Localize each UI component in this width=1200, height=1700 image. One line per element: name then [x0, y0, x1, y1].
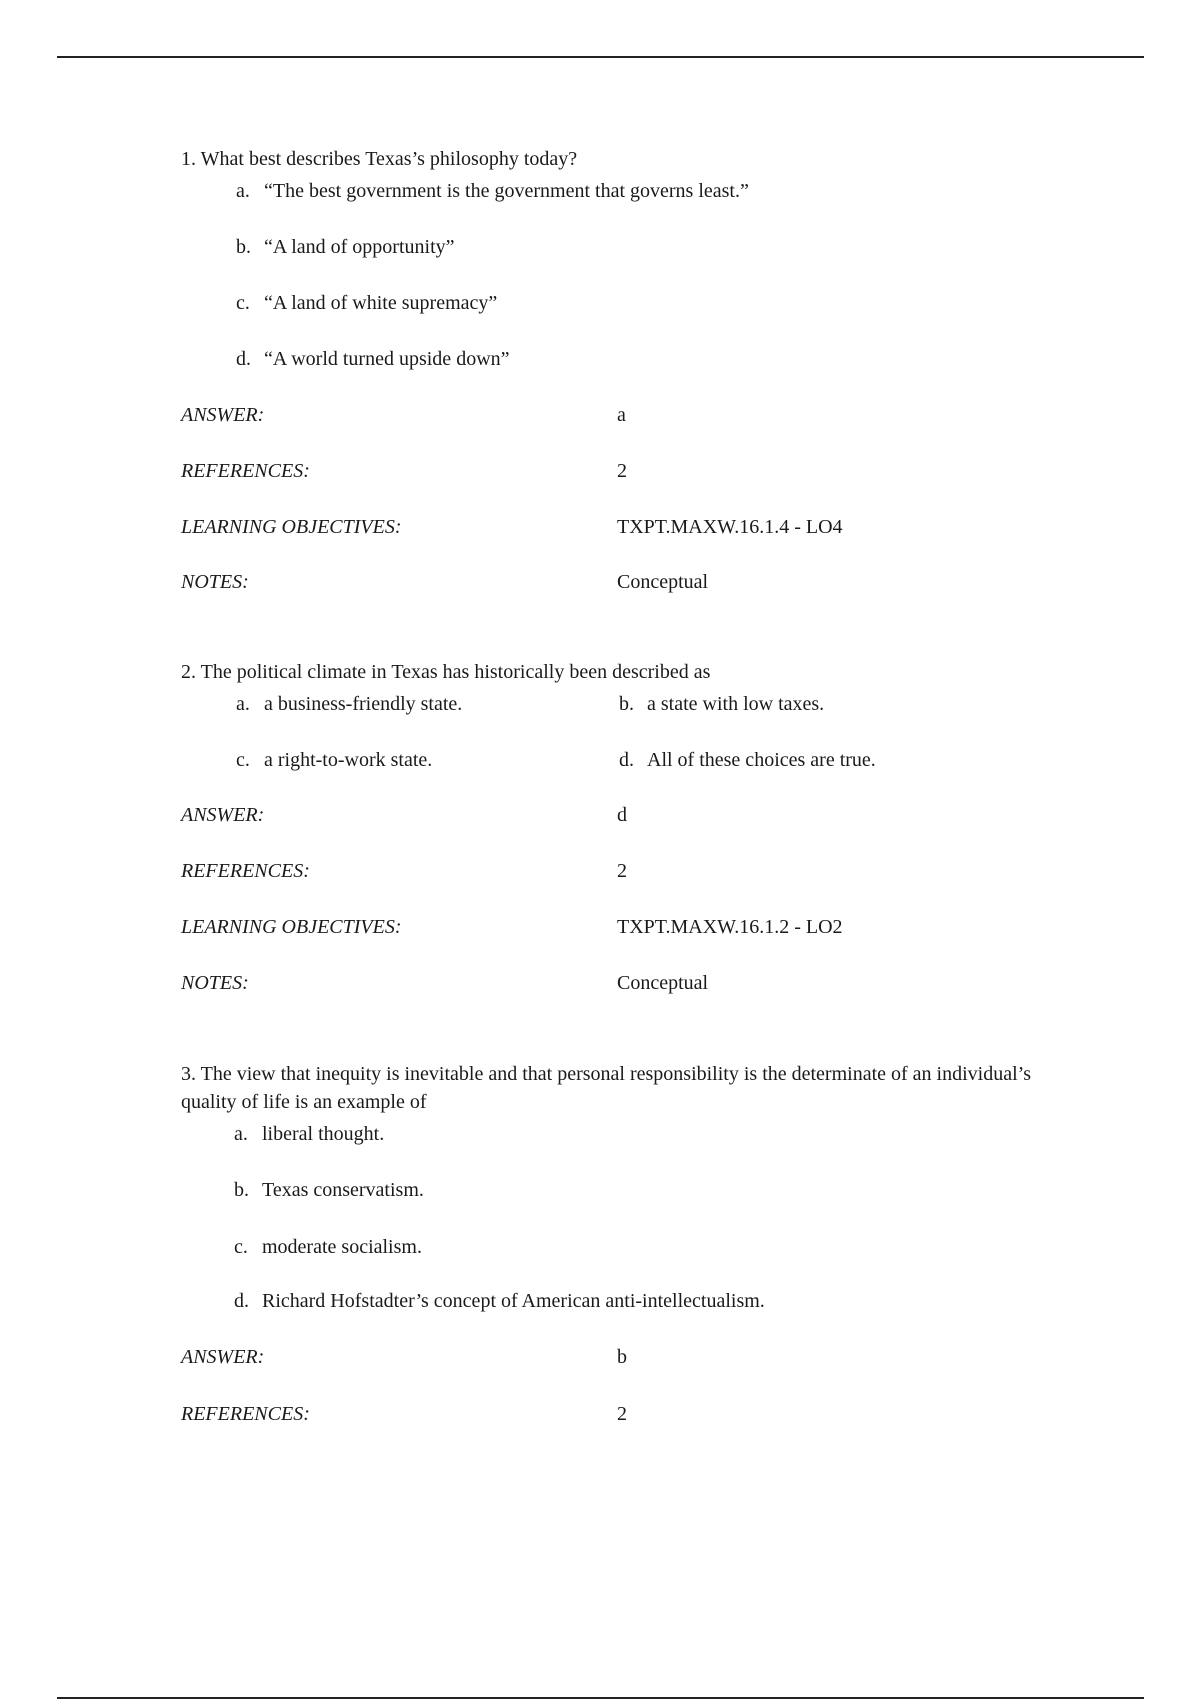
answer-label: ANSWER: [181, 1346, 265, 1368]
bottom-rule [57, 1697, 1144, 1699]
question-3-option-d [234, 1287, 765, 1315]
question-1-text: 1. What best describes Texas’s philosophy today? [181, 148, 578, 170]
learning-objectives-value: TXPT.MAXW.16.1.4 - LO4 [617, 516, 843, 538]
question-3-text: 3. The view that inequity is inevitable and that personal responsibility is the determinate of an individual’s quality of life is an example of [181, 1063, 1031, 1113]
answer-label: ANSWER: [181, 404, 265, 426]
references-label: REFERENCES: [181, 860, 310, 882]
question-2-option-b [619, 690, 824, 718]
references-value: 2 [617, 1403, 627, 1425]
option-letter: c. [234, 1236, 248, 1258]
option-letter: a. [234, 1123, 248, 1145]
learning-objectives-label: LEARNING OBJECTIVES: [181, 916, 402, 938]
references-label: REFERENCES: [181, 460, 310, 482]
option-text: a state with low taxes. [647, 693, 825, 715]
option-letter: a. [236, 180, 250, 202]
question-1-option-d [236, 345, 510, 373]
learning-objectives-value: TXPT.MAXW.16.1.2 - LO2 [617, 916, 843, 938]
option-text: Texas conservatism. [262, 1179, 424, 1201]
question-3-option-a [234, 1120, 384, 1148]
question-2-text: 2. The political climate in Texas has historically been described as [181, 661, 711, 683]
option-letter: c. [236, 292, 250, 314]
option-text: moderate socialism. [262, 1236, 422, 1258]
option-text: “A land of white supremacy” [264, 292, 498, 314]
question-3-option-c [234, 1233, 422, 1261]
option-letter: a. [236, 693, 250, 715]
notes-value: Conceptual [617, 571, 709, 593]
question-1-option-b [236, 233, 455, 261]
option-text: a business-friendly state. [264, 693, 463, 715]
option-text: Richard Hofstadter’s concept of American anti-intellectualism. [262, 1290, 765, 1312]
notes-label: NOTES: [181, 972, 249, 994]
top-rule [57, 56, 1144, 58]
references-label: REFERENCES: [181, 1403, 310, 1425]
option-text: “A world turned upside down” [264, 348, 510, 370]
option-letter: b. [619, 693, 634, 715]
option-letter: b. [236, 236, 251, 258]
option-letter: c. [236, 749, 250, 771]
option-letter: d. [236, 348, 251, 370]
option-text: “A land of opportunity” [264, 236, 455, 258]
option-letter: b. [234, 1179, 249, 1201]
notes-value: Conceptual [617, 972, 709, 994]
question-2-option-a [236, 690, 462, 718]
learning-objectives-label: LEARNING OBJECTIVES: [181, 516, 402, 538]
question-1-option-a [236, 177, 749, 205]
question-2-option-d [619, 746, 876, 774]
option-letter: d. [234, 1290, 249, 1312]
question-3-option-b [234, 1176, 424, 1204]
option-text: liberal thought. [262, 1123, 385, 1145]
option-text: a right-to-work state. [264, 749, 433, 771]
option-letter: d. [619, 749, 634, 771]
answer-label: ANSWER: [181, 804, 265, 826]
option-text: “The best government is the government that governs least.” [264, 180, 749, 202]
question-2-option-c [236, 746, 432, 774]
answer-value: a [617, 404, 626, 426]
answer-value: b [617, 1346, 627, 1368]
answer-value: d [617, 804, 627, 826]
question-1-option-c [236, 289, 497, 317]
notes-label: NOTES: [181, 571, 249, 593]
option-text: All of these choices are true. [647, 749, 876, 771]
references-value: 2 [617, 460, 627, 482]
references-value: 2 [617, 860, 627, 882]
